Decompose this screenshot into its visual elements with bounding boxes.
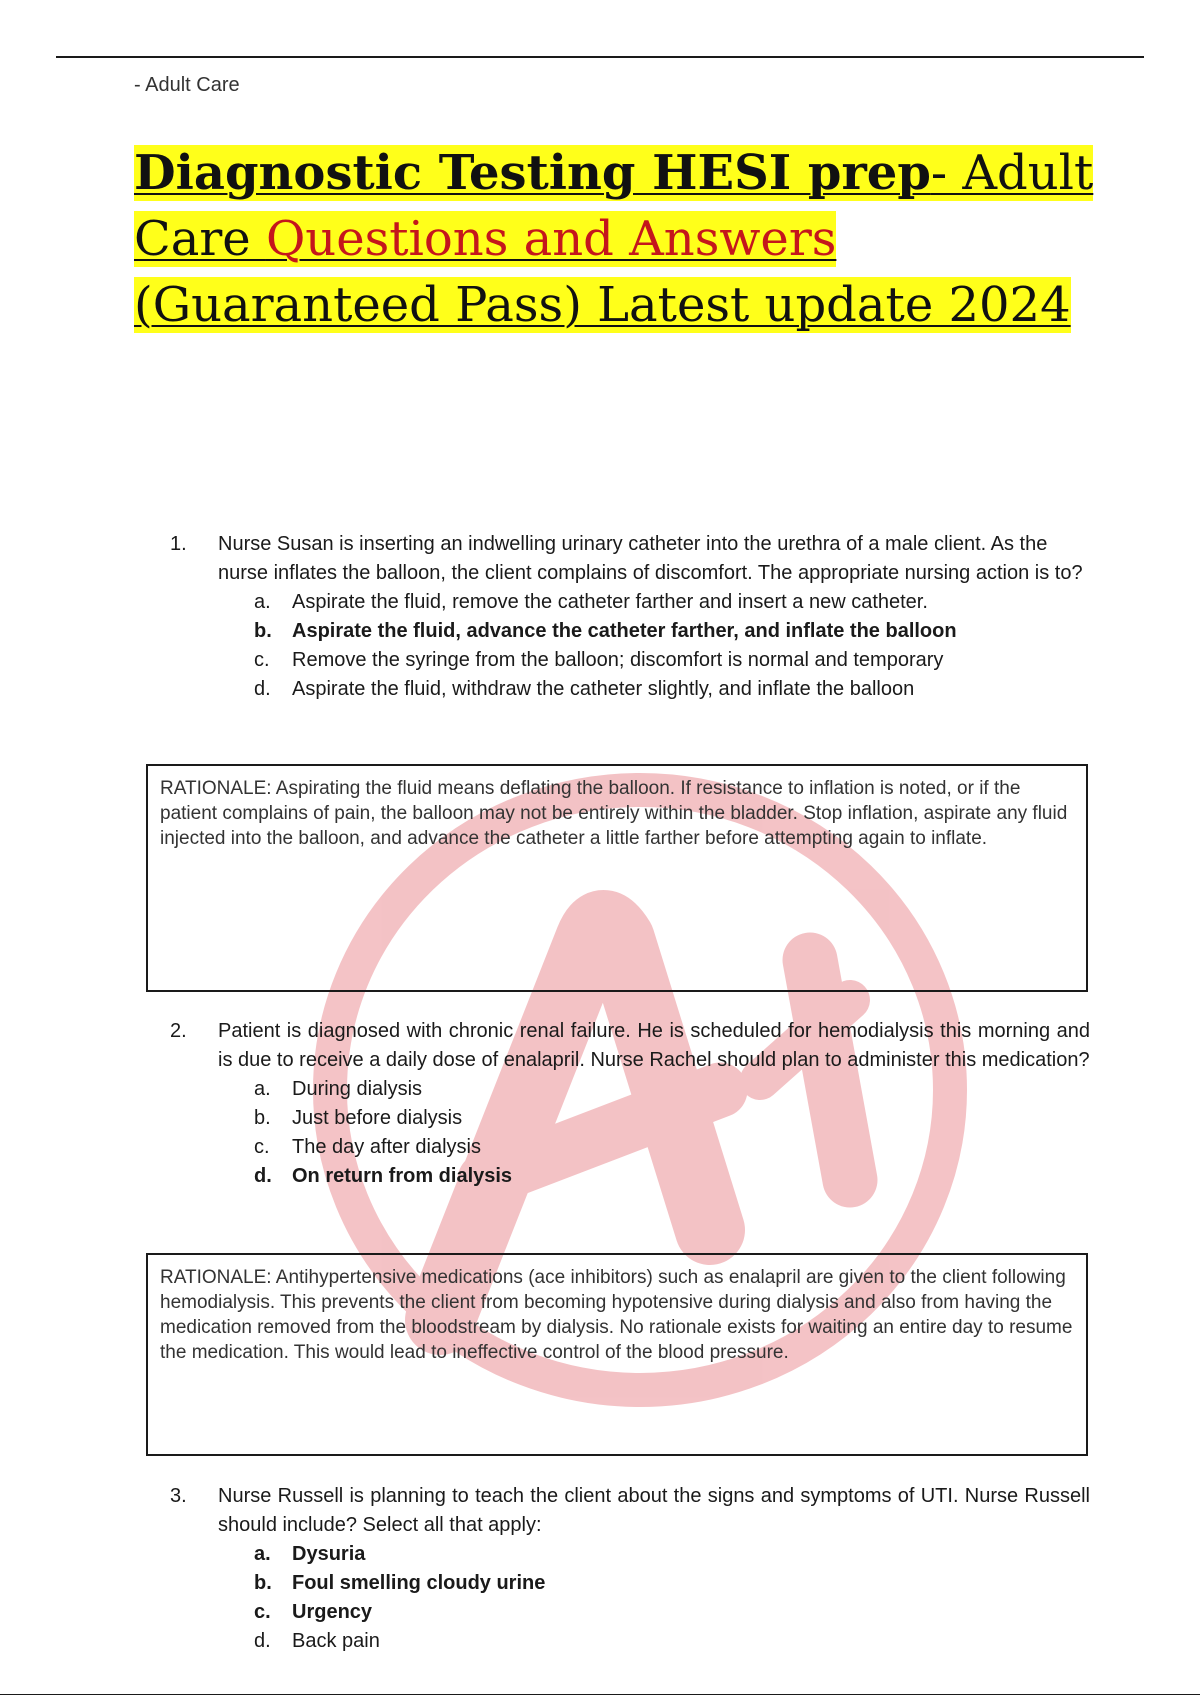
option-letter: b. bbox=[254, 620, 272, 642]
question-text: Nurse Susan is inserting an indwelling urinary catheter into the urethra of a male client. As the nurse inflates the balloon, the client complains of discomfort. The appropriate nursing action is to? bbox=[218, 533, 1083, 584]
option-text: Aspirate the fluid, advance the catheter farther, and inflate the balloon bbox=[292, 620, 957, 642]
option-letter: c. bbox=[254, 1601, 271, 1623]
option-list bbox=[170, 1540, 1090, 1656]
option-item-correct bbox=[254, 1162, 1090, 1191]
option-letter: d. bbox=[254, 678, 271, 700]
option-letter: d. bbox=[254, 1630, 271, 1652]
option-item bbox=[254, 588, 1090, 617]
option-text: Back pain bbox=[292, 1630, 380, 1652]
question-number: 2. bbox=[170, 1020, 187, 1042]
option-item-correct bbox=[254, 1540, 1090, 1569]
option-list bbox=[170, 1075, 1090, 1191]
title-red-part: Questions and Answers bbox=[265, 211, 837, 267]
question-text: Nurse Russell is planning to teach the client about the signs and symptoms of UTI. Nurse Russell should include? Select all that apply: bbox=[218, 1485, 1090, 1536]
title-bold-part: Diagnostic Testing HESI prep bbox=[134, 145, 931, 201]
option-letter: b. bbox=[254, 1572, 272, 1594]
option-text: The day after dialysis bbox=[292, 1136, 481, 1158]
question-text: Patient is diagnosed with chronic renal failure. He is scheduled for hemodialysis this morning and is due to receive a daily dose of enalapril. Nurse Rachel should plan to administer this medication? bbox=[218, 1020, 1090, 1071]
option-text: On return from dialysis bbox=[292, 1165, 513, 1187]
option-letter: a. bbox=[254, 1543, 271, 1565]
option-text: Aspirate the fluid, withdraw the catheter slightly, and inflate the balloon bbox=[292, 678, 915, 700]
rationale-box-1: RATIONALE: Aspirating the fluid means deflating the balloon. If resistance to inflation is noted, or if the patient complains of pain, the balloon may not be entirely within the bladder. Stop inflation, aspirate any fluid injected into the balloon, and advance the catheter a little farther before attempting again to inflate. bbox=[146, 764, 1088, 992]
rationale-box-2: RATIONALE: Antihypertensive medications (ace inhibitors) such as enalapril are given to the client following hemodialysis. This prevents the client from becoming hypotensive during dialysis and also from having the medication removed from the bloodstream by dialysis. No rationale exists for waiting an entire day to resume the medication. This would lead to ineffective control of the blood pressure. bbox=[146, 1253, 1088, 1456]
watermark-text: A+ bbox=[290, 760, 292, 761]
next-box-top-border bbox=[0, 1694, 1200, 1695]
header-section-label: - Adult Care bbox=[134, 74, 240, 96]
option-item bbox=[254, 646, 1090, 675]
option-text: Remove the syringe from the balloon; discomfort is normal and temporary bbox=[292, 649, 944, 671]
option-text: Urgency bbox=[292, 1601, 373, 1623]
option-text: Just before dialysis bbox=[292, 1107, 463, 1129]
question-number: 3. bbox=[170, 1485, 187, 1507]
option-item-correct bbox=[254, 617, 1090, 646]
question-3 bbox=[170, 1482, 1090, 1656]
option-item bbox=[254, 1133, 1090, 1162]
option-letter: b. bbox=[254, 1107, 271, 1129]
option-letter: c. bbox=[254, 1136, 270, 1158]
option-item-correct bbox=[254, 1569, 1090, 1598]
option-text: Foul smelling cloudy urine bbox=[292, 1572, 546, 1594]
option-item-correct bbox=[254, 1598, 1090, 1627]
option-letter: d. bbox=[254, 1165, 272, 1187]
question-1 bbox=[170, 530, 1090, 704]
question-2 bbox=[170, 1017, 1090, 1191]
option-item bbox=[254, 675, 1090, 704]
option-text: Aspirate the fluid, remove the catheter farther and insert a new catheter. bbox=[292, 591, 928, 613]
option-list bbox=[170, 588, 1090, 704]
option-item bbox=[254, 1075, 1090, 1104]
top-rule bbox=[56, 56, 1144, 58]
option-text: Dysuria bbox=[292, 1543, 366, 1565]
option-letter: c. bbox=[254, 649, 270, 671]
question-number: 1. bbox=[170, 533, 187, 555]
option-letter: a. bbox=[254, 1078, 271, 1100]
document-title bbox=[134, 140, 1134, 338]
option-item bbox=[254, 1104, 1090, 1133]
title-part-4: (Guaranteed Pass) Latest update 2024 bbox=[134, 277, 1071, 333]
option-text: During dialysis bbox=[292, 1078, 423, 1100]
option-letter: a. bbox=[254, 591, 271, 613]
option-item bbox=[254, 1627, 1090, 1656]
title-part-2: - Adult Care bbox=[134, 145, 1094, 267]
